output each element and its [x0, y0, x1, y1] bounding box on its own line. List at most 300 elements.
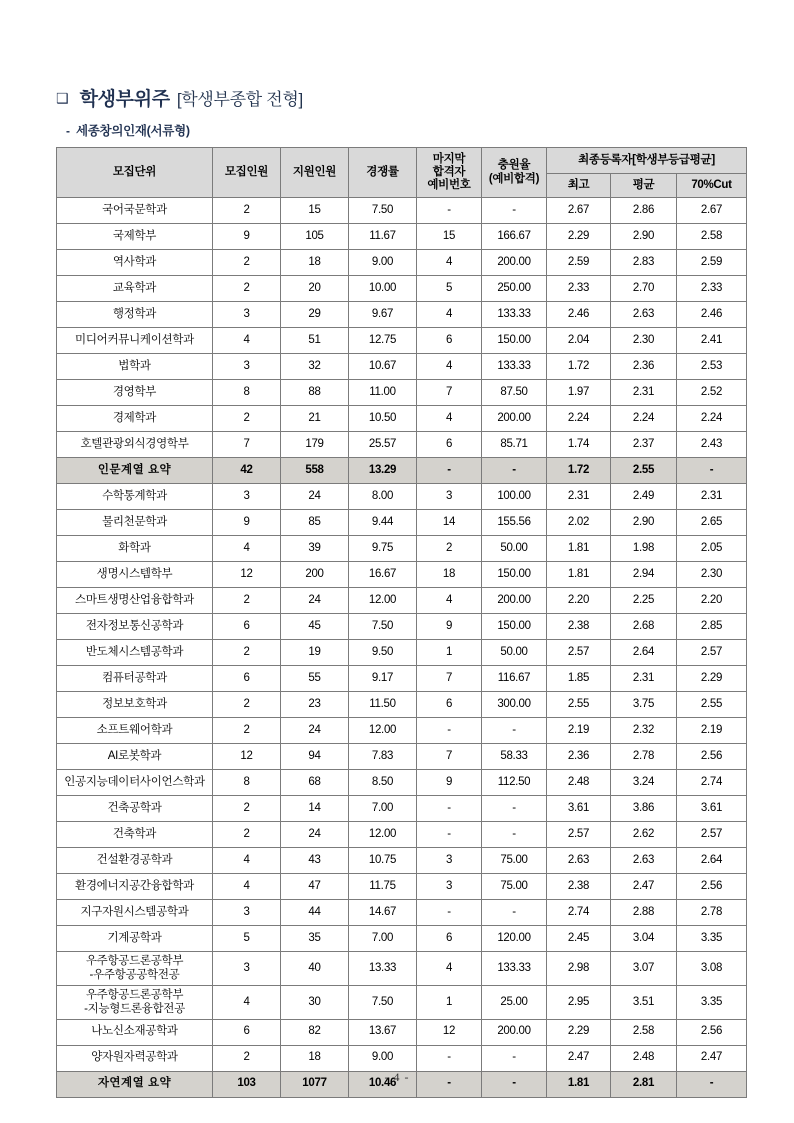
cell-applicants: 44 [281, 900, 349, 926]
column-header-last-waitlist [417, 148, 482, 198]
cell-fill-rate: 150.00 [482, 562, 547, 588]
cell-ratio: 8.00 [349, 484, 417, 510]
cell-last-waitlist: 1 [417, 640, 482, 666]
column-header-last-waitlist-line1: 마지막 [432, 152, 466, 165]
cell-avg: 2.31 [611, 380, 677, 406]
cell-avg: 2.81 [611, 1071, 677, 1097]
cell-fill-rate: - [482, 198, 547, 224]
cell-applicants: 15 [281, 198, 349, 224]
cell-quota: 2 [213, 588, 281, 614]
cell-avg: 2.68 [611, 614, 677, 640]
cell-cut: 2.67 [677, 198, 747, 224]
cell-fill-rate: 200.00 [482, 588, 547, 614]
cell-quota: 3 [213, 900, 281, 926]
column-header-last-waitlist-line3: 예비번호 [427, 179, 471, 192]
cell-avg: 2.63 [611, 848, 677, 874]
cell-applicants: 55 [281, 666, 349, 692]
cell-cut: 2.53 [677, 354, 747, 380]
cell-last-waitlist: - [417, 1045, 482, 1071]
cell-ratio: 13.33 [349, 952, 417, 986]
cell-applicants: 558 [281, 458, 349, 484]
cell-avg: 2.86 [611, 198, 677, 224]
cell-quota: 6 [213, 666, 281, 692]
cell-quota: 9 [213, 224, 281, 250]
table-row [57, 562, 747, 588]
page-title: 학생부위주 [79, 89, 170, 110]
cell-applicants: 20 [281, 276, 349, 302]
cell-cut: 2.33 [677, 276, 747, 302]
cell-applicants: 23 [281, 692, 349, 718]
cell-cut: 2.59 [677, 250, 747, 276]
cell-avg: 2.47 [611, 874, 677, 900]
cell-avg: 2.83 [611, 250, 677, 276]
cell-cut: 2.58 [677, 224, 747, 250]
column-header-unit: 모집단위 [57, 148, 213, 198]
cell-cut: 2.41 [677, 328, 747, 354]
cell-cut: 2.46 [677, 302, 747, 328]
cell-fill-rate: 87.50 [482, 380, 547, 406]
cell-avg: 3.75 [611, 692, 677, 718]
page-subtitle: 세종창의인재(서류형) [76, 124, 190, 138]
cell-unit: AI로봇학과 [57, 744, 213, 770]
cell-last-waitlist: 5 [417, 276, 482, 302]
cell-fill-rate: 100.00 [482, 484, 547, 510]
cell-cut: - [677, 1071, 747, 1097]
cell-cut: 2.05 [677, 536, 747, 562]
cell-unit: 건축공학과 [57, 796, 213, 822]
cell-max: 2.59 [547, 250, 611, 276]
cell-fill-rate: - [482, 822, 547, 848]
cell-avg: 2.36 [611, 354, 677, 380]
cell-avg: 2.94 [611, 562, 677, 588]
column-header-last-waitlist-line2: 합격자 [432, 165, 466, 178]
cell-quota: 2 [213, 406, 281, 432]
cell-ratio: 16.67 [349, 562, 417, 588]
cell-max: 1.97 [547, 380, 611, 406]
cell-max: 2.74 [547, 900, 611, 926]
cell-quota: 3 [213, 952, 281, 986]
table-row [57, 848, 747, 874]
cell-unit: 우주항공드론공학부 -우주항공공학전공 [57, 952, 213, 986]
cell-last-waitlist: - [417, 458, 482, 484]
cell-fill-rate: 50.00 [482, 640, 547, 666]
cell-last-waitlist: 12 [417, 1019, 482, 1045]
cell-avg: 3.24 [611, 770, 677, 796]
cell-applicants: 18 [281, 250, 349, 276]
cell-max: 2.36 [547, 744, 611, 770]
cell-last-waitlist: 9 [417, 614, 482, 640]
table-row [57, 406, 747, 432]
cell-applicants: 179 [281, 432, 349, 458]
cell-avg: 2.37 [611, 432, 677, 458]
cell-last-waitlist: 7 [417, 380, 482, 406]
cell-unit: 반도체시스템공학과 [57, 640, 213, 666]
document-heading [56, 84, 746, 139]
cell-ratio: 11.67 [349, 224, 417, 250]
column-header-fill-rate-line1: 충원율 [497, 159, 531, 172]
cell-fill-rate: - [482, 900, 547, 926]
cell-ratio: 9.67 [349, 302, 417, 328]
cell-cut: 3.35 [677, 985, 747, 1019]
cell-fill-rate: 150.00 [482, 614, 547, 640]
cell-unit: 스마트생명산업융합학과 [57, 588, 213, 614]
cell-applicants: 30 [281, 985, 349, 1019]
cell-cut: 2.20 [677, 588, 747, 614]
cell-avg: 2.90 [611, 510, 677, 536]
cell-applicants: 24 [281, 484, 349, 510]
cell-max: 1.81 [547, 536, 611, 562]
cell-applicants: 47 [281, 874, 349, 900]
cell-last-waitlist: - [417, 198, 482, 224]
heading-subtitle-line [66, 121, 746, 139]
cell-cut: - [677, 458, 747, 484]
cell-cut: 2.56 [677, 874, 747, 900]
cell-max: 2.95 [547, 985, 611, 1019]
cell-avg: 2.49 [611, 484, 677, 510]
cell-fill-rate: 133.33 [482, 302, 547, 328]
cell-applicants: 32 [281, 354, 349, 380]
cell-ratio: 11.50 [349, 692, 417, 718]
cell-applicants: 24 [281, 822, 349, 848]
cell-cut: 2.30 [677, 562, 747, 588]
column-header-max: 최고 [547, 174, 611, 198]
cell-ratio: 25.57 [349, 432, 417, 458]
cell-unit: 자연계열 요약 [57, 1071, 213, 1097]
cell-avg: 3.86 [611, 796, 677, 822]
column-header-quota: 모집인원 [213, 148, 281, 198]
cell-max: 1.72 [547, 458, 611, 484]
table-header-row-primary [57, 148, 747, 174]
cell-max: 2.57 [547, 640, 611, 666]
cell-max: 2.33 [547, 276, 611, 302]
cell-fill-rate: - [482, 796, 547, 822]
cell-unit: 환경에너지공간융합학과 [57, 874, 213, 900]
cell-applicants: 82 [281, 1019, 349, 1045]
cell-cut: 2.56 [677, 1019, 747, 1045]
cell-last-waitlist: 3 [417, 874, 482, 900]
cell-applicants: 19 [281, 640, 349, 666]
cell-max: 2.04 [547, 328, 611, 354]
cell-avg: 2.62 [611, 822, 677, 848]
table-row [57, 432, 747, 458]
cell-last-waitlist: 14 [417, 510, 482, 536]
column-header-avg: 평균 [611, 174, 677, 198]
cell-last-waitlist: 4 [417, 250, 482, 276]
cell-ratio: 11.00 [349, 380, 417, 406]
cell-fill-rate: 50.00 [482, 536, 547, 562]
cell-avg: 2.30 [611, 328, 677, 354]
cell-last-waitlist: 6 [417, 692, 482, 718]
table-row [57, 380, 747, 406]
cell-avg: 2.31 [611, 666, 677, 692]
table-row [57, 666, 747, 692]
table-row-summary [57, 458, 747, 484]
cell-applicants: 200 [281, 562, 349, 588]
cell-quota: 12 [213, 562, 281, 588]
column-header-ratio: 경쟁률 [349, 148, 417, 198]
cell-quota: 6 [213, 614, 281, 640]
table-row [57, 822, 747, 848]
cell-last-waitlist: 4 [417, 354, 482, 380]
table-row [57, 796, 747, 822]
cell-quota: 4 [213, 874, 281, 900]
cell-quota: 2 [213, 250, 281, 276]
cell-max: 2.38 [547, 874, 611, 900]
cell-cut: 3.35 [677, 926, 747, 952]
cell-max: 2.45 [547, 926, 611, 952]
cell-applicants: 45 [281, 614, 349, 640]
cell-unit: 우주항공드론공학부 -지능형드론융합전공 [57, 985, 213, 1019]
cell-unit: 전자정보통신공학과 [57, 614, 213, 640]
cell-unit: 양자원자력공학과 [57, 1045, 213, 1071]
cell-cut: 2.57 [677, 822, 747, 848]
cell-unit: 기계공학과 [57, 926, 213, 952]
cell-max: 2.31 [547, 484, 611, 510]
cell-max: 1.81 [547, 562, 611, 588]
cell-cut: 2.31 [677, 484, 747, 510]
cell-max: 2.24 [547, 406, 611, 432]
cell-quota: 103 [213, 1071, 281, 1097]
cell-unit: 역사학과 [57, 250, 213, 276]
cell-quota: 2 [213, 796, 281, 822]
cell-last-waitlist: 15 [417, 224, 482, 250]
cell-quota: 12 [213, 744, 281, 770]
cell-avg: 2.64 [611, 640, 677, 666]
cell-unit: 법학과 [57, 354, 213, 380]
cell-max: 1.72 [547, 354, 611, 380]
cell-unit: 정보보호학과 [57, 692, 213, 718]
cell-quota: 3 [213, 302, 281, 328]
page-number-footer: - 4 - [384, 1070, 410, 1084]
cell-fill-rate: 85.71 [482, 432, 547, 458]
cell-fill-rate: - [482, 1045, 547, 1071]
cell-applicants: 1077 [281, 1071, 349, 1097]
cell-fill-rate: 133.33 [482, 354, 547, 380]
cell-cut: 2.55 [677, 692, 747, 718]
cell-ratio: 12.75 [349, 328, 417, 354]
cell-fill-rate: 166.67 [482, 224, 547, 250]
cell-ratio: 11.75 [349, 874, 417, 900]
cell-quota: 2 [213, 1045, 281, 1071]
table-row [57, 1019, 747, 1045]
cell-ratio: 9.00 [349, 250, 417, 276]
cell-cut: 2.19 [677, 718, 747, 744]
cell-applicants: 105 [281, 224, 349, 250]
cell-avg: 1.98 [611, 536, 677, 562]
column-header-cut: 70%Cut [677, 174, 747, 198]
table-row [57, 640, 747, 666]
cell-avg: 3.04 [611, 926, 677, 952]
table-row [57, 926, 747, 952]
cell-quota: 7 [213, 432, 281, 458]
table-row [57, 588, 747, 614]
cell-fill-rate: 150.00 [482, 328, 547, 354]
cell-ratio: 10.67 [349, 354, 417, 380]
cell-max: 3.61 [547, 796, 611, 822]
cell-quota: 4 [213, 328, 281, 354]
cell-applicants: 29 [281, 302, 349, 328]
cell-avg: 2.78 [611, 744, 677, 770]
cell-quota: 8 [213, 770, 281, 796]
cell-unit: 수학통계학과 [57, 484, 213, 510]
cell-cut: 2.56 [677, 744, 747, 770]
cell-fill-rate: 25.00 [482, 985, 547, 1019]
cell-unit: 나노신소재공학과 [57, 1019, 213, 1045]
cell-applicants: 39 [281, 536, 349, 562]
cell-avg: 3.07 [611, 952, 677, 986]
cell-cut: 2.85 [677, 614, 747, 640]
cell-last-waitlist: - [417, 796, 482, 822]
cell-last-waitlist: - [417, 822, 482, 848]
cell-ratio: 9.50 [349, 640, 417, 666]
cell-avg: 2.48 [611, 1045, 677, 1071]
cell-ratio: 9.75 [349, 536, 417, 562]
cell-max: 2.57 [547, 822, 611, 848]
cell-ratio: 7.83 [349, 744, 417, 770]
cell-avg: 2.90 [611, 224, 677, 250]
cell-avg: 2.25 [611, 588, 677, 614]
cell-unit: 인공지능데이터사이언스학과 [57, 770, 213, 796]
cell-quota: 4 [213, 848, 281, 874]
table-row [57, 952, 747, 986]
dash-icon: - [66, 124, 70, 138]
cell-fill-rate: 133.33 [482, 952, 547, 986]
cell-avg: 2.70 [611, 276, 677, 302]
cell-applicants: 18 [281, 1045, 349, 1071]
cell-avg: 2.24 [611, 406, 677, 432]
heading-title-line [56, 84, 746, 111]
cell-max: 2.63 [547, 848, 611, 874]
cell-fill-rate: 120.00 [482, 926, 547, 952]
cell-last-waitlist: 9 [417, 770, 482, 796]
cell-unit: 미디어커뮤니케이션학과 [57, 328, 213, 354]
cell-ratio: 14.67 [349, 900, 417, 926]
cell-ratio: 7.50 [349, 614, 417, 640]
cell-quota: 2 [213, 276, 281, 302]
cell-cut: 2.43 [677, 432, 747, 458]
table-body [57, 198, 747, 1098]
cell-unit: 건축학과 [57, 822, 213, 848]
cell-unit: 생명시스템학부 [57, 562, 213, 588]
cell-ratio: 7.50 [349, 198, 417, 224]
cell-max: 2.02 [547, 510, 611, 536]
cell-applicants: 40 [281, 952, 349, 986]
table-row [57, 874, 747, 900]
cell-cut: 2.29 [677, 666, 747, 692]
column-header-final-enrolled-group: 최종등록자[학생부등급평균] [547, 148, 747, 174]
table-row [57, 484, 747, 510]
cell-ratio: 8.50 [349, 770, 417, 796]
cell-last-waitlist: 6 [417, 432, 482, 458]
cell-ratio: 13.67 [349, 1019, 417, 1045]
cell-unit: 행정학과 [57, 302, 213, 328]
cell-max: 1.85 [547, 666, 611, 692]
cell-max: 2.29 [547, 1019, 611, 1045]
table-row [57, 692, 747, 718]
cell-ratio: 7.00 [349, 926, 417, 952]
cell-unit: 물리천문학과 [57, 510, 213, 536]
cell-unit: 컴퓨터공학과 [57, 666, 213, 692]
table-row [57, 744, 747, 770]
cell-avg: 2.32 [611, 718, 677, 744]
table-row [57, 718, 747, 744]
cell-max: 2.47 [547, 1045, 611, 1071]
cell-last-waitlist: - [417, 1071, 482, 1097]
table-row [57, 1045, 747, 1071]
cell-avg: 2.58 [611, 1019, 677, 1045]
cell-ratio: 10.75 [349, 848, 417, 874]
cell-ratio: 10.46 [349, 1071, 417, 1097]
cell-last-waitlist: 7 [417, 744, 482, 770]
cell-last-waitlist: 3 [417, 848, 482, 874]
cell-quota: 42 [213, 458, 281, 484]
cell-cut: 2.64 [677, 848, 747, 874]
cell-unit: 경제학과 [57, 406, 213, 432]
cell-max: 2.98 [547, 952, 611, 986]
table-row [57, 510, 747, 536]
table-row [57, 614, 747, 640]
cell-fill-rate: 75.00 [482, 874, 547, 900]
table-row [57, 770, 747, 796]
cell-max: 1.81 [547, 1071, 611, 1097]
cell-last-waitlist: - [417, 718, 482, 744]
cell-max: 2.46 [547, 302, 611, 328]
cell-applicants: 14 [281, 796, 349, 822]
cell-cut: 2.65 [677, 510, 747, 536]
cell-last-waitlist: 2 [417, 536, 482, 562]
cell-applicants: 51 [281, 328, 349, 354]
cell-max: 2.38 [547, 614, 611, 640]
table-row [57, 985, 747, 1019]
cell-ratio: 12.00 [349, 822, 417, 848]
cell-max: 2.20 [547, 588, 611, 614]
cell-unit: 인문계열 요약 [57, 458, 213, 484]
cell-fill-rate: 112.50 [482, 770, 547, 796]
table-row [57, 302, 747, 328]
cell-max: 2.19 [547, 718, 611, 744]
admissions-table-container [56, 147, 746, 1098]
cell-ratio: 9.00 [349, 1045, 417, 1071]
cell-quota: 2 [213, 692, 281, 718]
cell-quota: 6 [213, 1019, 281, 1045]
cell-unit: 건설환경공학과 [57, 848, 213, 874]
cell-avg: 2.88 [611, 900, 677, 926]
cell-ratio: 12.00 [349, 718, 417, 744]
cell-quota: 3 [213, 484, 281, 510]
cell-applicants: 88 [281, 380, 349, 406]
table-row [57, 900, 747, 926]
cell-unit: 지구자원시스템공학과 [57, 900, 213, 926]
table-row [57, 354, 747, 380]
cell-applicants: 43 [281, 848, 349, 874]
cell-unit: 국제학부 [57, 224, 213, 250]
cell-max: 2.48 [547, 770, 611, 796]
cell-quota: 3 [213, 354, 281, 380]
cell-last-waitlist: 4 [417, 952, 482, 986]
cell-unit: 경영학부 [57, 380, 213, 406]
cell-max: 2.29 [547, 224, 611, 250]
cell-fill-rate: 250.00 [482, 276, 547, 302]
cell-unit: 교육학과 [57, 276, 213, 302]
cell-applicants: 68 [281, 770, 349, 796]
cell-cut: 2.24 [677, 406, 747, 432]
table-row [57, 276, 747, 302]
cell-last-waitlist: 18 [417, 562, 482, 588]
cell-ratio: 13.29 [349, 458, 417, 484]
cell-applicants: 24 [281, 588, 349, 614]
cell-quota: 4 [213, 985, 281, 1019]
cell-applicants: 24 [281, 718, 349, 744]
